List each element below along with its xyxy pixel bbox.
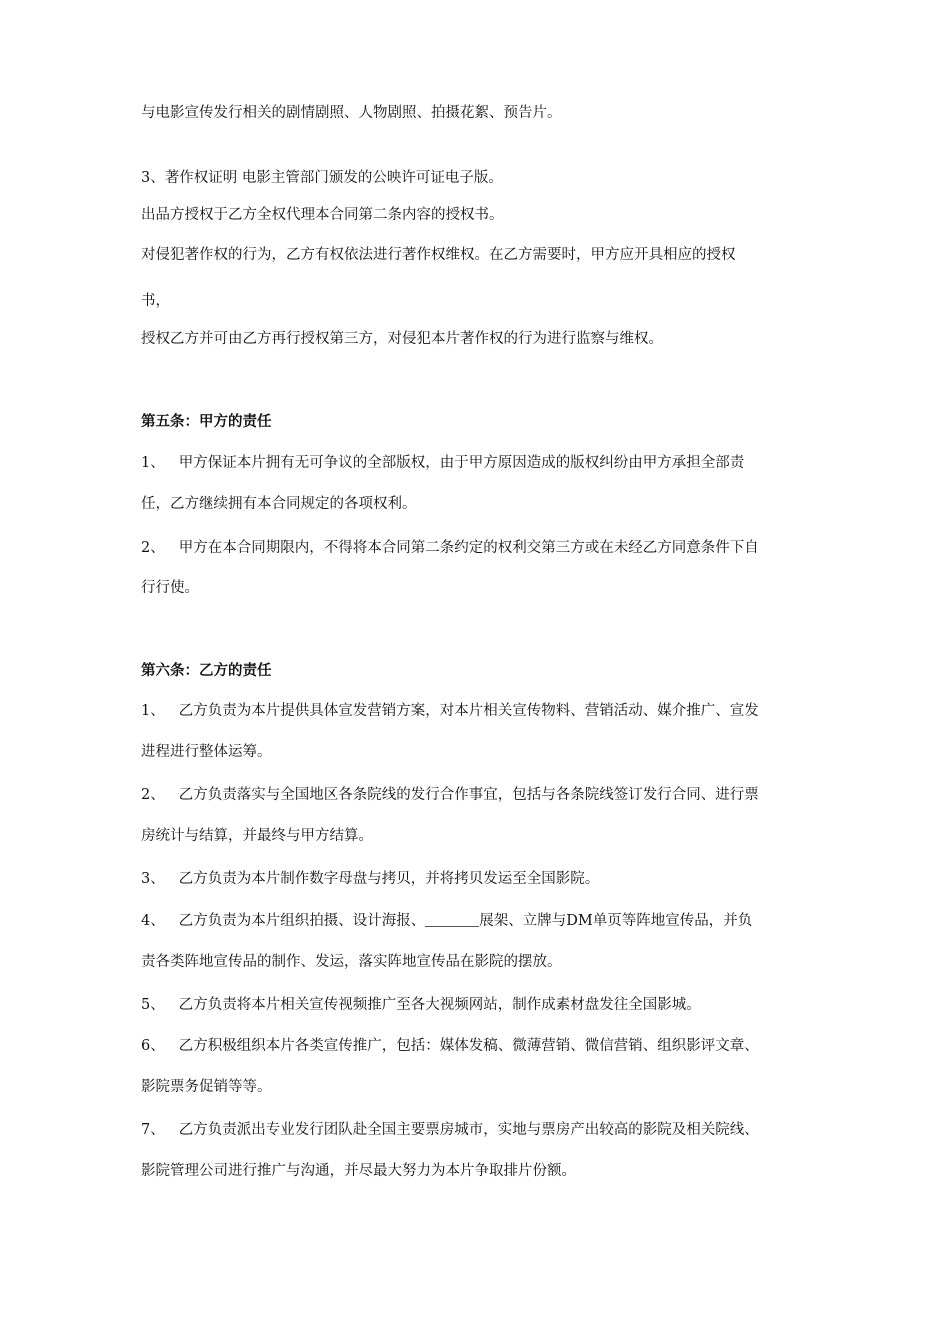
text-line: 责各类阵地宣传品的制作、发运，落实阵地宣传品在影院的摆放。 [141, 954, 562, 970]
text-line: 对侵犯著作权的行为，乙方有权依法进行著作权维权。在乙方需要时，甲方应开具相应的授权 [141, 247, 736, 263]
text-line: 3、著作权证明 电影主管部门颁发的公映许可证电子版。 [141, 170, 503, 186]
item-text: 甲方保证本片拥有无可争议的全部版权，由于甲方原因造成的版权纠纷由甲方承担全部责 [178, 455, 745, 471]
item-text: 乙方负责落实与全国地区各条院线的发行合作事宜，包括与各条院线签订发行合同、进行票 [178, 787, 759, 803]
item-number: 5、 [141, 997, 165, 1013]
text-line: 书， [141, 293, 170, 309]
article-5-title: 第五条：甲方的责任 [141, 414, 272, 430]
list-item [141, 701, 759, 721]
text-line: 出品方授权于乙方全权代理本合同第二条内容的授权书。 [141, 207, 504, 223]
item-number: 6、 [141, 1038, 165, 1054]
list-item [141, 995, 701, 1015]
text-line: 任，乙方继续拥有本合同规定的各项权利。 [141, 496, 417, 512]
text-line: 行行使。 [141, 580, 199, 596]
fill-in-blank [425, 912, 479, 927]
list-item [141, 538, 759, 558]
text-line: 影院票务促销等等。 [141, 1079, 272, 1095]
item-text: 乙方积极组织本片各类宣传推广，包括：媒体发稿、微薄营销、微信营销、组织影评文章、 [178, 1038, 759, 1054]
item-text: 甲方在本合同期限内，不得将本合同第二条约定的权利交第三方或在未经乙方同意条件下自 [178, 540, 759, 556]
text-line: 与电影宣传发行相关的剧情剧照、人物剧照、拍摄花絮、预告片。 [141, 105, 562, 121]
item-number: 4、 [141, 913, 165, 929]
text-line: 进程进行整体运筹。 [141, 744, 272, 760]
text-line: 授权乙方并可由乙方再行授权第三方，对侵犯本片著作权的行为进行监察与维权。 [141, 331, 663, 347]
text-line: 房统计与结算，并最终与甲方结算。 [141, 828, 373, 844]
item-number: 1、 [141, 703, 165, 719]
list-item [141, 1036, 759, 1056]
item-text: 乙方负责将本片相关宣传视频推广至各大视频网站，制作成素材盘发往全国影城。 [178, 997, 701, 1013]
item-number: 3、 [141, 871, 165, 887]
item-text: 乙方负责为本片制作数字母盘与拷贝，并将拷贝发运至全国影院。 [178, 871, 600, 887]
text-line: 影院管理公司进行推广与沟通，并尽最大努力为本片争取排片份额。 [141, 1163, 576, 1179]
item-number: 7、 [141, 1122, 165, 1138]
item-text: 乙方负责派出专业发行团队赴全国主要票房城市，实地与票房产出较高的影院及相关院线、 [178, 1122, 759, 1138]
article-6-title: 第六条：乙方的责任 [141, 663, 272, 679]
item-text: 乙方负责为本片组织拍摄、设计海报、 [178, 913, 426, 929]
item-number: 2、 [141, 540, 165, 556]
item-text: 乙方负责为本片提供具体宣发营销方案，对本片相关宣传物料、营销活动、媒介推广、宣发 [178, 703, 759, 719]
list-item [141, 785, 759, 805]
list-item [141, 911, 752, 931]
item-number: 1、 [141, 455, 165, 471]
item-text: 展架、立牌与DM单页等阵地宣传品，并负 [479, 913, 753, 929]
list-item [141, 869, 599, 889]
list-item [141, 1120, 759, 1140]
item-number: 2、 [141, 787, 165, 803]
list-item [141, 453, 744, 473]
